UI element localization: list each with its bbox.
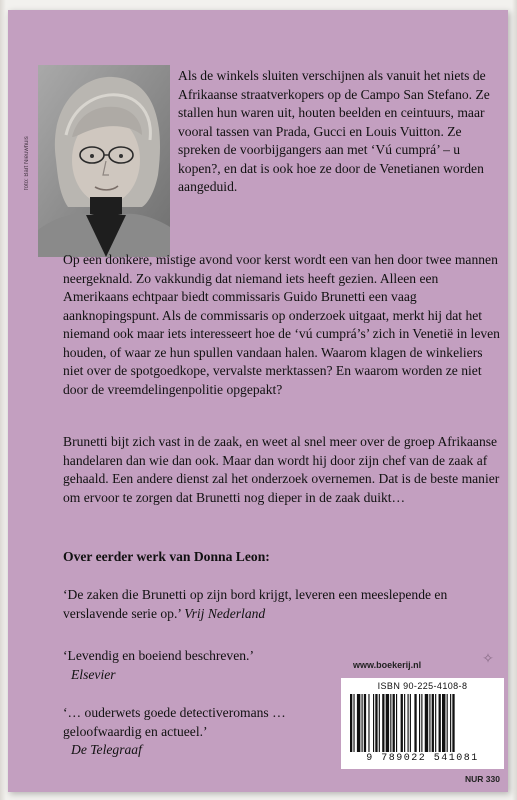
barcode-bar bbox=[393, 694, 395, 752]
nur-code: NUR 330 bbox=[465, 774, 500, 784]
photo-credit: foto: Bart Nieuwhuis bbox=[24, 136, 30, 190]
publisher-logo-icon: ✧ bbox=[482, 652, 494, 667]
barcode-bar bbox=[364, 694, 366, 752]
review-quote bbox=[63, 647, 323, 684]
blurb-paragraph-3: Brunetti bijt zich vast in de zaak, en weet al snel meer over de groep Afrikaanse handelaren dan wie dan ook. Maar dan wordt hij door zijn chef van de zaak af gehaald. Een andere dienst zal het onderzoek overnemen. Dat is de beste manier om ervoor te zorgen dat Brunetti nog dieper in de zaak duikt… bbox=[63, 434, 500, 505]
publisher-website: www.boekerij.nl bbox=[353, 660, 422, 670]
barcode-bar bbox=[452, 694, 454, 752]
barcode-bar bbox=[379, 694, 380, 752]
barcode-bar bbox=[450, 694, 451, 752]
barcode-bar bbox=[435, 694, 436, 752]
barcode-bar bbox=[425, 694, 428, 752]
barcode-bar bbox=[414, 694, 416, 752]
barcode-bar bbox=[386, 694, 389, 752]
review-source: Elsevier bbox=[71, 666, 116, 682]
barcode-bar bbox=[447, 694, 448, 752]
barcode-bar bbox=[432, 694, 434, 752]
review-quote-text: ‘Levendig en boeiend beschreven.’ bbox=[63, 648, 254, 663]
barcode-bar bbox=[442, 694, 445, 752]
barcode-bar bbox=[421, 694, 422, 752]
barcode-bar bbox=[362, 694, 363, 752]
barcode-icon bbox=[349, 694, 497, 752]
barcode-bar bbox=[419, 694, 420, 752]
ean-number: 9 789022 541081 bbox=[366, 753, 479, 764]
review-quote-text: ‘… ouderwets goede detectiveromans … geloofwaardig en actueel.’ bbox=[63, 705, 286, 739]
barcode-bar bbox=[396, 694, 397, 752]
barcode-bar bbox=[410, 694, 411, 752]
blurb-paragraph-2: Op een donkere, mistige avond voor kerst wordt een van hen door twee mannen neergeknald. Zo vakkundig dat niemand iets heeft gezien. Alleen een Amerikaans echtpaar biedt commissaris Guido Brunetti een vaag aanknopingspunt. Als de commissaris op onderzoek uitgaat, merkt hij dat het niemand ook maar iets interesseert hoe de ‘vú cumprá’s’ zich in Venetië in leven houden, of waar ze hun spullen vandaan halen. Waarom klagen de winkeliers niet over de spotgoedkope, vervalste merktassen? En waarom worden ze niet door de vreemdelingenpolitie opgepakt? bbox=[63, 252, 500, 397]
barcode-bar bbox=[368, 694, 369, 752]
previous-work-heading: Over eerder werk van Donna Leon: bbox=[63, 549, 270, 564]
barcode-bar bbox=[390, 694, 391, 752]
barcode-bar bbox=[353, 694, 354, 752]
barcode-bar bbox=[404, 694, 405, 752]
review-quote bbox=[63, 704, 323, 760]
barcode-label bbox=[341, 678, 504, 769]
barcode-bar bbox=[408, 694, 409, 752]
barcode-bar bbox=[401, 694, 403, 752]
barcode-bar bbox=[429, 694, 430, 752]
author-photo bbox=[38, 65, 170, 257]
blurb-paragraph-1: Als de winkels sluiten verschijnen als vanuit het niets de Afrikaanse straatverkopers op de Campo San Stefano. Ze stallen hun waren uit, houten beelden en ceintuurs, maar vooral tassen van Prada, Gucci en Louis Vuitton. Ze spreken de voorbijgangers aan met ‘Vú cumprá’ – u kopen?, en dat is ook hoe ze door de Venetianen worden aangeduid. bbox=[178, 68, 490, 194]
barcode-bar bbox=[375, 694, 377, 752]
barcode-bar bbox=[350, 694, 352, 752]
isbn-number: ISBN 90-225-4108-8 bbox=[377, 681, 468, 691]
barcode-bar bbox=[382, 694, 384, 752]
barcode-bar bbox=[439, 694, 441, 752]
review-source: De Telegraaf bbox=[71, 742, 142, 757]
barcode-bar bbox=[373, 694, 374, 752]
barcode-bar bbox=[357, 694, 360, 752]
review-source: Vrij Nederland bbox=[184, 605, 266, 621]
back-cover bbox=[8, 10, 508, 792]
review-quote bbox=[63, 586, 503, 623]
author-portrait-image bbox=[38, 65, 170, 257]
review-quote-text: ‘De zaken die Brunetti op zijn bord krijgt, leveren een meeslepende en verslavende serie op.’ bbox=[63, 587, 448, 621]
